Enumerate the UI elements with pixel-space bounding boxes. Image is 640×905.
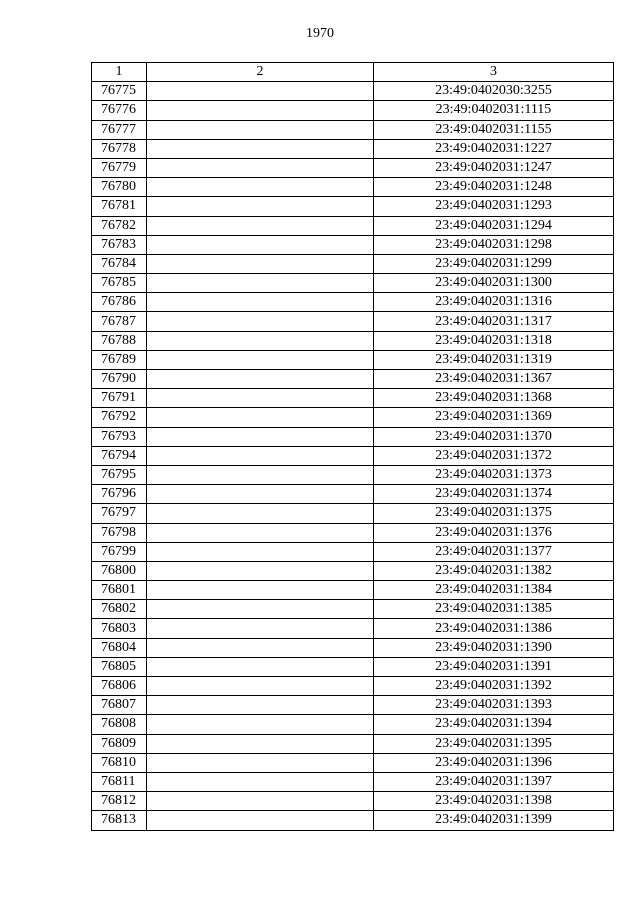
table-row <box>92 792 614 811</box>
row-blank-cell <box>147 772 374 791</box>
table-row <box>92 139 614 158</box>
table-row <box>92 197 614 216</box>
column-header-3: 3 <box>374 63 614 82</box>
table-row <box>92 120 614 139</box>
row-blank-cell <box>147 446 374 465</box>
row-blank-cell <box>147 350 374 369</box>
row-blank-cell <box>147 82 374 101</box>
row-number-cell: 76804 <box>92 638 147 657</box>
table-row <box>92 158 614 177</box>
row-number-cell: 76792 <box>92 408 147 427</box>
row-blank-cell <box>147 792 374 811</box>
table-row <box>92 753 614 772</box>
table-row <box>92 312 614 331</box>
row-number-cell: 76805 <box>92 657 147 676</box>
table-row <box>92 350 614 369</box>
row-number-cell: 76796 <box>92 485 147 504</box>
cadastral-number-cell: 23:49:0402031:1298 <box>374 235 614 254</box>
table-row <box>92 389 614 408</box>
row-number-cell: 76775 <box>92 82 147 101</box>
row-number-cell: 76813 <box>92 811 147 830</box>
row-blank-cell <box>147 753 374 772</box>
row-blank-cell <box>147 178 374 197</box>
row-number-cell: 76795 <box>92 465 147 484</box>
table-row <box>92 485 614 504</box>
table-row <box>92 638 614 657</box>
table-row <box>92 657 614 676</box>
row-number-cell: 76799 <box>92 542 147 561</box>
header-row <box>92 63 614 82</box>
cadastral-number-cell: 23:49:0402031:1385 <box>374 600 614 619</box>
table-row <box>92 427 614 446</box>
row-number-cell: 76784 <box>92 254 147 273</box>
row-blank-cell <box>147 504 374 523</box>
cadastral-number-cell: 23:49:0402031:1386 <box>374 619 614 638</box>
cadastral-number-cell: 23:49:0402031:1391 <box>374 657 614 676</box>
table-row <box>92 619 614 638</box>
table-row <box>92 254 614 273</box>
row-blank-cell <box>147 158 374 177</box>
cadastral-number-cell: 23:49:0402031:1397 <box>374 772 614 791</box>
cadastral-number-cell: 23:49:0402031:1384 <box>374 581 614 600</box>
row-number-cell: 76781 <box>92 197 147 216</box>
row-blank-cell <box>147 811 374 830</box>
cadastral-number-cell: 23:49:0402031:1293 <box>374 197 614 216</box>
row-blank-cell <box>147 197 374 216</box>
row-number-cell: 76788 <box>92 331 147 350</box>
row-number-cell: 76785 <box>92 274 147 293</box>
row-number-cell: 76779 <box>92 158 147 177</box>
row-blank-cell <box>147 389 374 408</box>
cadastral-number-cell: 23:49:0402031:1375 <box>374 504 614 523</box>
row-number-cell: 76778 <box>92 139 147 158</box>
row-number-cell: 76786 <box>92 293 147 312</box>
page-number: 1970 <box>306 26 334 41</box>
cadastral-number-cell: 23:49:0402031:1317 <box>374 312 614 331</box>
row-blank-cell <box>147 619 374 638</box>
cadastral-number-cell: 23:49:0402031:1318 <box>374 331 614 350</box>
cadastral-number-cell: 23:49:0402031:1374 <box>374 485 614 504</box>
row-blank-cell <box>147 485 374 504</box>
cadastral-number-cell: 23:49:0402031:1396 <box>374 753 614 772</box>
row-number-cell: 76782 <box>92 216 147 235</box>
row-number-cell: 76808 <box>92 715 147 734</box>
row-blank-cell <box>147 600 374 619</box>
row-blank-cell <box>147 677 374 696</box>
cadastral-number-cell: 23:49:0402031:1382 <box>374 561 614 580</box>
column-header-1: 1 <box>92 63 147 82</box>
table-row <box>92 235 614 254</box>
row-blank-cell <box>147 523 374 542</box>
cadastral-number-cell: 23:49:0402031:1390 <box>374 638 614 657</box>
cadastral-number-cell: 23:49:0402031:1247 <box>374 158 614 177</box>
cadastral-number-cell: 23:49:0402031:1377 <box>374 542 614 561</box>
cadastral-number-cell: 23:49:0402031:1155 <box>374 120 614 139</box>
row-number-cell: 76789 <box>92 350 147 369</box>
table-row <box>92 82 614 101</box>
row-blank-cell <box>147 561 374 580</box>
row-blank-cell <box>147 274 374 293</box>
cadastral-number-cell: 23:49:0402031:1373 <box>374 465 614 484</box>
table-row <box>92 561 614 580</box>
cadastral-number-cell: 23:49:0402030:3255 <box>374 82 614 101</box>
row-number-cell: 76776 <box>92 101 147 120</box>
row-blank-cell <box>147 581 374 600</box>
row-blank-cell <box>147 715 374 734</box>
table-row <box>92 446 614 465</box>
table-row <box>92 542 614 561</box>
row-blank-cell <box>147 465 374 484</box>
row-number-cell: 76790 <box>92 370 147 389</box>
table-row <box>92 216 614 235</box>
table-row <box>92 504 614 523</box>
table-row <box>92 600 614 619</box>
table-row <box>92 331 614 350</box>
cadastral-number-cell: 23:49:0402031:1395 <box>374 734 614 753</box>
row-blank-cell <box>147 235 374 254</box>
table-row <box>92 274 614 293</box>
row-blank-cell <box>147 657 374 676</box>
row-number-cell: 76780 <box>92 178 147 197</box>
row-blank-cell <box>147 696 374 715</box>
table-row <box>92 408 614 427</box>
row-blank-cell <box>147 734 374 753</box>
row-number-cell: 76793 <box>92 427 147 446</box>
row-blank-cell <box>147 427 374 446</box>
row-number-cell: 76794 <box>92 446 147 465</box>
table-body <box>92 82 614 830</box>
cadastral-number-cell: 23:49:0402031:1369 <box>374 408 614 427</box>
registry-table <box>91 62 614 831</box>
table-row <box>92 178 614 197</box>
row-number-cell: 76810 <box>92 753 147 772</box>
cadastral-number-cell: 23:49:0402031:1393 <box>374 696 614 715</box>
row-blank-cell <box>147 216 374 235</box>
row-number-cell: 76783 <box>92 235 147 254</box>
row-number-cell: 76802 <box>92 600 147 619</box>
row-number-cell: 76812 <box>92 792 147 811</box>
table-row <box>92 370 614 389</box>
table-header <box>92 63 614 82</box>
cadastral-number-cell: 23:49:0402031:1299 <box>374 254 614 273</box>
row-blank-cell <box>147 408 374 427</box>
table-row <box>92 581 614 600</box>
row-number-cell: 76797 <box>92 504 147 523</box>
row-blank-cell <box>147 331 374 350</box>
table-row <box>92 811 614 830</box>
cadastral-number-cell: 23:49:0402031:1115 <box>374 101 614 120</box>
cadastral-number-cell: 23:49:0402031:1370 <box>374 427 614 446</box>
cadastral-number-cell: 23:49:0402031:1227 <box>374 139 614 158</box>
row-number-cell: 76798 <box>92 523 147 542</box>
table-row <box>92 293 614 312</box>
row-blank-cell <box>147 638 374 657</box>
table-row <box>92 772 614 791</box>
cadastral-number-cell: 23:49:0402031:1367 <box>374 370 614 389</box>
row-number-cell: 76777 <box>92 120 147 139</box>
cadastral-number-cell: 23:49:0402031:1294 <box>374 216 614 235</box>
table-row <box>92 465 614 484</box>
row-number-cell: 76800 <box>92 561 147 580</box>
cadastral-number-cell: 23:49:0402031:1376 <box>374 523 614 542</box>
cadastral-number-cell: 23:49:0402031:1372 <box>374 446 614 465</box>
table-row <box>92 696 614 715</box>
table-row <box>92 715 614 734</box>
column-header-2: 2 <box>147 63 374 82</box>
table-row <box>92 523 614 542</box>
cadastral-number-cell: 23:49:0402031:1399 <box>374 811 614 830</box>
row-number-cell: 76791 <box>92 389 147 408</box>
row-blank-cell <box>147 101 374 120</box>
cadastral-number-cell: 23:49:0402031:1398 <box>374 792 614 811</box>
cadastral-number-cell: 23:49:0402031:1368 <box>374 389 614 408</box>
cadastral-number-cell: 23:49:0402031:1316 <box>374 293 614 312</box>
row-blank-cell <box>147 293 374 312</box>
row-blank-cell <box>147 312 374 331</box>
row-number-cell: 76811 <box>92 772 147 791</box>
row-number-cell: 76801 <box>92 581 147 600</box>
cadastral-number-cell: 23:49:0402031:1300 <box>374 274 614 293</box>
row-blank-cell <box>147 120 374 139</box>
row-blank-cell <box>147 254 374 273</box>
cadastral-number-cell: 23:49:0402031:1394 <box>374 715 614 734</box>
row-number-cell: 76803 <box>92 619 147 638</box>
row-blank-cell <box>147 370 374 389</box>
row-blank-cell <box>147 139 374 158</box>
row-number-cell: 76787 <box>92 312 147 331</box>
cadastral-number-cell: 23:49:0402031:1319 <box>374 350 614 369</box>
cadastral-number-cell: 23:49:0402031:1248 <box>374 178 614 197</box>
table-row <box>92 677 614 696</box>
row-blank-cell <box>147 542 374 561</box>
row-number-cell: 76806 <box>92 677 147 696</box>
row-number-cell: 76807 <box>92 696 147 715</box>
table-row <box>92 734 614 753</box>
row-number-cell: 76809 <box>92 734 147 753</box>
cadastral-number-cell: 23:49:0402031:1392 <box>374 677 614 696</box>
table-row <box>92 101 614 120</box>
